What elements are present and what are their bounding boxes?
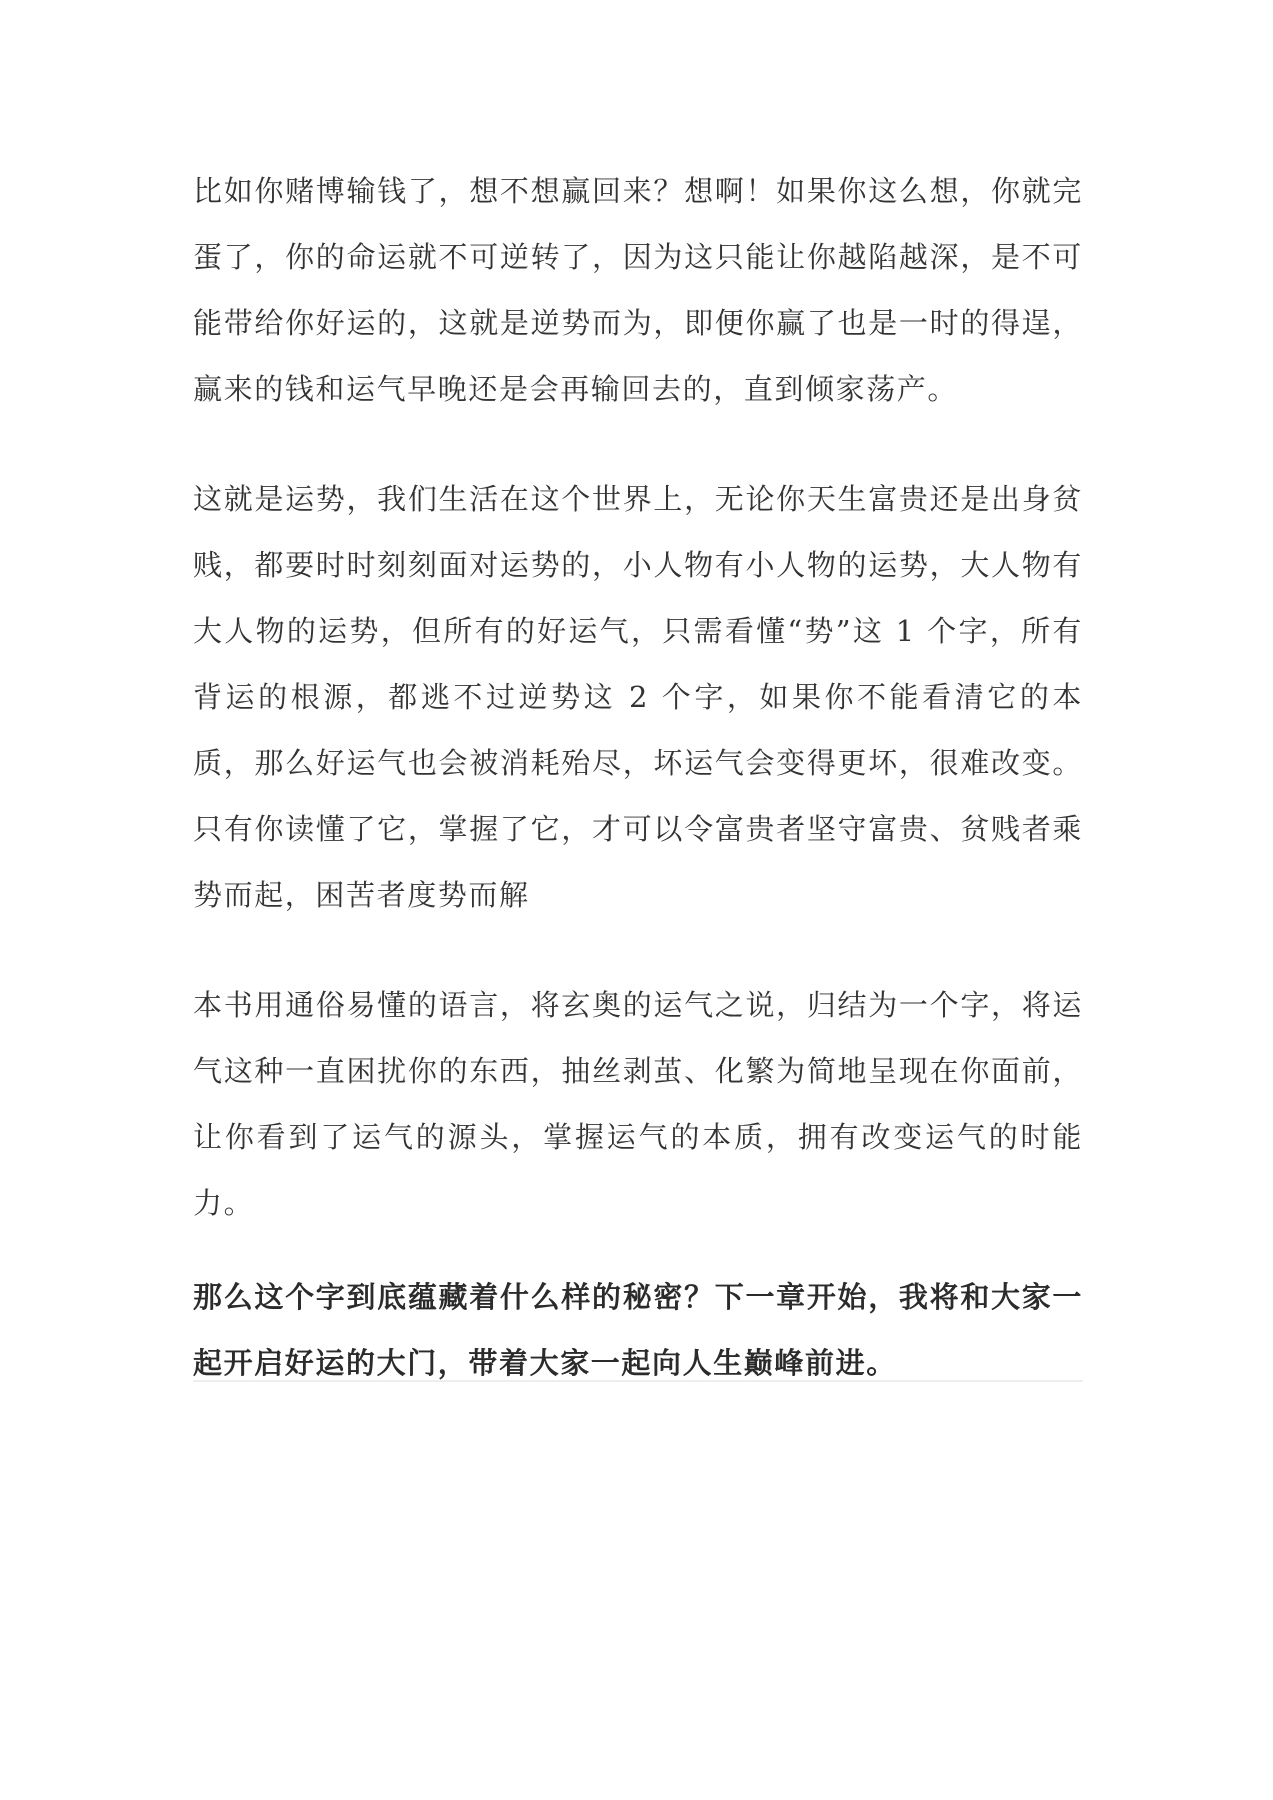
section-divider — [193, 1380, 1083, 1382]
paragraph-next-chapter-bold: 那么这个字到底蕴藏着什么样的秘密？下一章开始，我将和大家一起开启好运的大门，带着大家一起向人生巅峰前进。 — [193, 1280, 1083, 1380]
paragraph-book-intro: 本书用通俗易懂的语言，将玄奥的运气之说，归结为一个字，将运气这种一直困扰你的东西，抽丝剥茧、化繁为简地呈现在你面前，让你看到了运气的源头，掌握运气的本质，拥有改变运气的时能力。 — [193, 988, 1083, 1220]
paragraph-fortune-trend: 这就是运势，我们生活在这个世界上，无论你天生富贵还是出身贫贱，都要时时刻刻面对运势的，小人物有小人物的运势，大人物有大人物的运势，但所有的好运气，只需看懂“势”这 1 个字，所有背运的根源，都逃不过逆势这 2 个字，如果你不能看清它的本质，那么好运气也会被消耗殆尽，坏运气会变得更坏，很难改变。只有你读懂了它，掌握了它，才可以令富贵者坚守富贵、贫贱者乘势而起，困苦者度势而解 — [193, 482, 1083, 912]
paragraph-gambling-example: 比如你赌博输钱了，想不想赢回来？想啊！如果你这么想，你就完蛋了，你的命运就不可逆转了，因为这只能让你越陷越深，是不可能带给你好运的，这就是逆势而为，即便你赢了也是一时的得逞，赢来的钱和运气早晚还是会再输回去的，直到倾家荡产。 — [193, 174, 1083, 406]
article-body — [193, 158, 1083, 1396]
